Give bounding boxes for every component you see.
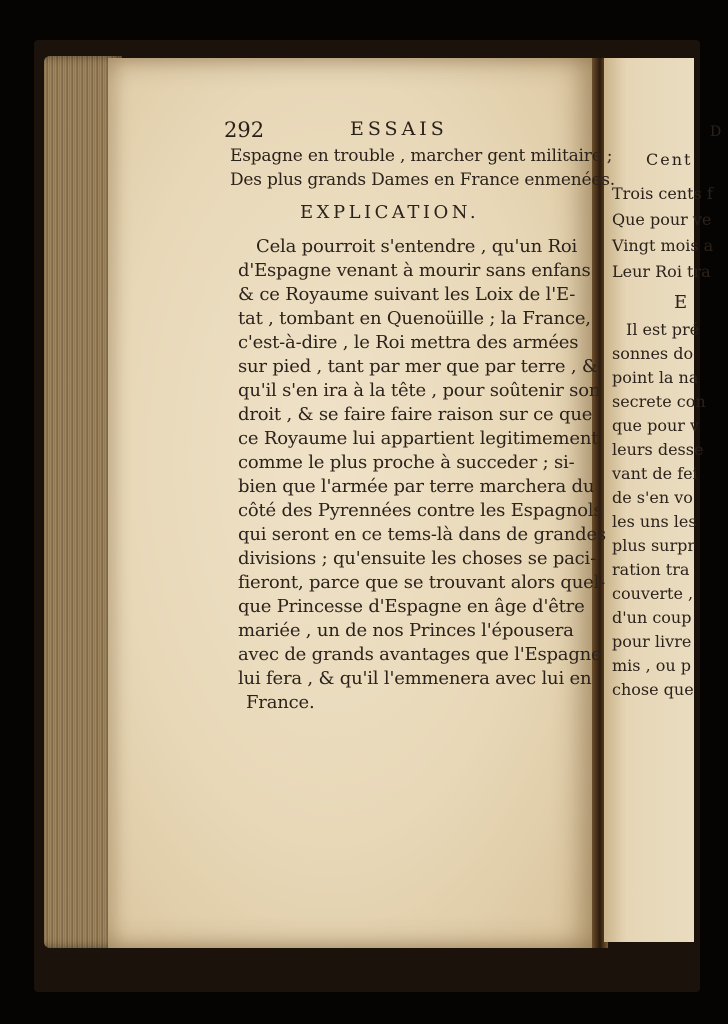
right-line: Vingt mois a — [612, 236, 714, 255]
body-line: Cela pourroit s'entendre , qu'un Roi — [256, 236, 578, 257]
right-line: de s'en vo — [612, 488, 693, 507]
body-line: tat , tombant en Quenoüille ; la France, — [238, 308, 591, 329]
right-line: secrete con — [612, 392, 706, 411]
body-line: avec de grands avantages que l'Espagne — [238, 644, 602, 665]
body-line: lui fera , & qu'il l'emmenera avec lui en — [238, 668, 592, 689]
right-line: point la na — [612, 368, 699, 387]
right-line: Que pour ve — [612, 210, 712, 229]
running-head: ESSAIS — [350, 118, 448, 140]
right-line: couverte , — [612, 584, 694, 603]
page-number: 292 — [224, 118, 265, 142]
body-line: mariée , un de nos Princes l'épousera — [238, 620, 574, 641]
body-line: comme le plus proche à succeder ; si- — [238, 452, 575, 473]
right-line: sonnes do — [612, 344, 694, 363]
right-section-title: E — [674, 292, 688, 313]
body-line: droit , & se faire faire raison sur ce que — [238, 404, 593, 425]
body-line: que Princesse d'Espagne en âge d'être — [238, 596, 585, 617]
right-page — [604, 58, 722, 942]
right-line: leurs desse — [612, 440, 704, 459]
right-line: Leur Roi tra — [612, 262, 711, 281]
body-line: fieront, parce que se trouvant alors quel- — [238, 572, 606, 593]
body-line: divisions ; qu'ensuite les choses se paci- — [238, 548, 596, 569]
right-line: Trois cents f — [612, 184, 713, 203]
right-line: chose que — [612, 680, 694, 699]
right-line: d'un coup — [612, 608, 692, 627]
right-line: mis , ou p — [612, 656, 692, 675]
body-line: France. — [246, 692, 315, 713]
body-line: ce Royaume lui appartient legitimement — [238, 428, 599, 449]
verse-line: Des plus grands Dames en France enmenées. — [230, 170, 615, 190]
body-line: bien que l'armée par terre marchera du — [238, 476, 595, 497]
right-line: que pour v — [612, 416, 700, 435]
verse-line: Espagne en trouble , marcher gent militaire ; — [230, 146, 613, 166]
body-line: qu'il s'en ira à la tête , pour soûtenir son — [238, 380, 601, 401]
right-running-head: D — [710, 124, 722, 140]
right-line: les uns les — [612, 512, 697, 531]
body-line: & ce Royaume suivant les Loix de l'E- — [238, 284, 576, 305]
body-line: qui seront en ce tems-là dans de grandes — [238, 524, 606, 545]
right-line: Il est pré — [626, 320, 700, 339]
body-line: sur pied , tant par mer que par terre , & — [238, 356, 598, 377]
right-line: plus surpr — [612, 536, 696, 555]
body-line: côté des Pyrennées contre les Espagnols — [238, 500, 603, 521]
right-line: pour livre — [612, 632, 692, 651]
right-verse-heading: Cent — [646, 150, 693, 169]
body-line: c'est-à-dire , le Roi mettra des armées — [238, 332, 579, 353]
body-line: d'Espagne venant à mourir sans enfans : — [238, 260, 602, 281]
section-title: EXPLICATION. — [300, 202, 480, 223]
right-line: ration tra — [612, 560, 690, 579]
right-line: vant de fei — [612, 464, 698, 483]
